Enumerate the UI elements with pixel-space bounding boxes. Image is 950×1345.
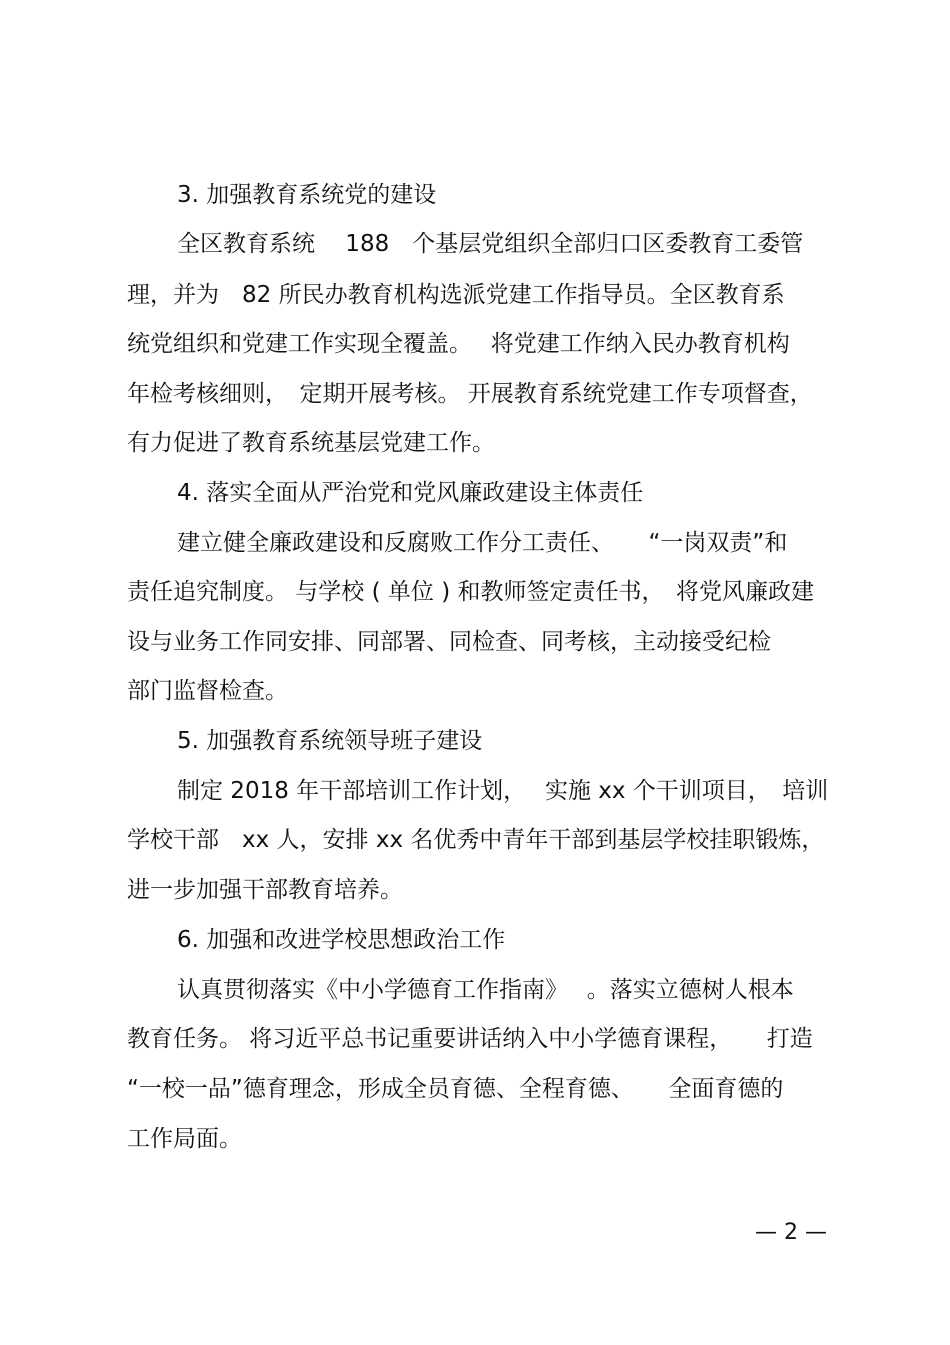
paragraph-line: 工作局面。 xyxy=(127,1126,242,1152)
paragraph-line: 年检考核细则， 定期开展考核。 开展教育系统党建工作专项督查， xyxy=(127,381,813,407)
paragraph-line: 进一步加强干部教育培养。 xyxy=(127,877,403,903)
paragraph-line: 设与业务工作同安排、同部署、同检查、同考核，主动接受纪检 xyxy=(127,629,771,655)
section-heading: 5. 加强教育系统领导班子建设 xyxy=(177,728,483,754)
paragraph-line: 责任追究制度。 与学校 ( 单位 ) 和教师签定责任书， 将党风廉政建 xyxy=(127,579,815,605)
paragraph-line: “一校一品”德育理念，形成全员育德、全程育德、 全面育德的 xyxy=(127,1076,784,1102)
page-number: — 2 — xyxy=(755,1220,827,1245)
paragraph-line: 部门监督检查。 xyxy=(127,678,288,704)
paragraph-line: 认真贯彻落实《中小学德育工作指南》 。落实立德树人根本 xyxy=(177,977,794,1003)
paragraph-line: 建立健全廉政建设和反腐败工作分工责任、 “一岗双责”和 xyxy=(177,530,788,556)
paragraph-line: 制定 2018 年干部培训工作计划， 实施 xx 个干训项目， 培训 xyxy=(177,778,829,804)
paragraph-line: 全区教育系统 188 个基层党组织全部归口区委教育工委管 xyxy=(177,231,804,257)
section-heading: 4. 落实全面从严治党和党风廉政建设主体责任 xyxy=(177,480,644,506)
paragraph-line: 学校干部 xx 人，安排 xx 名优秀中青年干部到基层学校挂职锻炼， xyxy=(127,827,825,853)
paragraph-line: 教育任务。 将习近平总书记重要讲话纳入中小学德育课程， 打造 xyxy=(127,1026,813,1052)
section-heading: 3. 加强教育系统党的建设 xyxy=(177,182,437,208)
paragraph-line: 有力促进了教育系统基层党建工作。 xyxy=(127,430,495,456)
paragraph-line: 理，并为 82 所民办教育机构选派党建工作指导员。全区教育系 xyxy=(127,282,785,308)
paragraph-line: 统党组织和党建工作实现全覆盖。 将党建工作纳入民办教育机构 xyxy=(127,331,790,357)
section-heading: 6. 加强和改进学校思想政治工作 xyxy=(177,927,506,953)
